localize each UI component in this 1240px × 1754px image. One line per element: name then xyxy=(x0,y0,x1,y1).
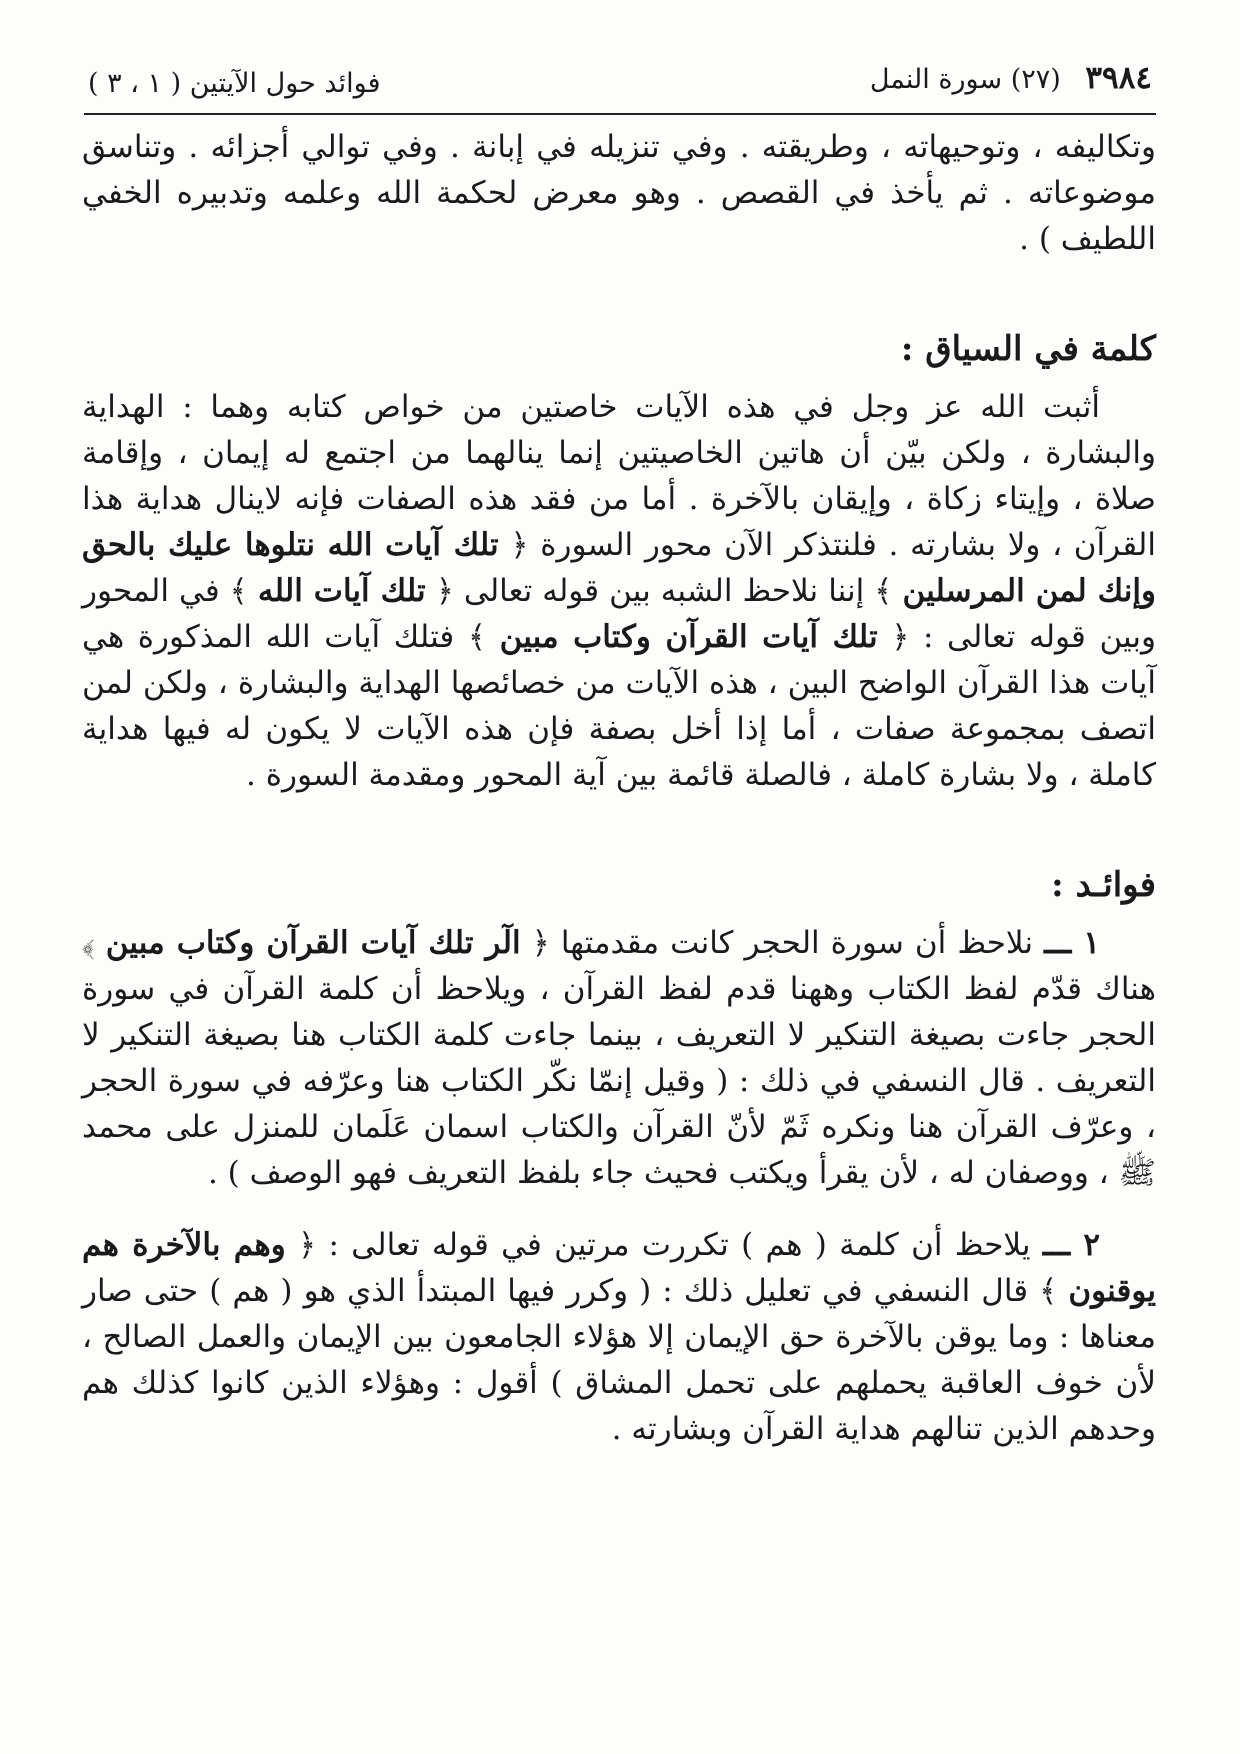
benefit-1-quote: الٓر تلك آيات القرآن وكتاب مبين xyxy=(105,925,521,961)
context-heading: كلمة في السياق : xyxy=(900,329,1156,369)
benefit-1-number: ١ ـــ xyxy=(1044,925,1100,961)
benefit-2-quote: وهم بالآخرة هم يوقنون xyxy=(82,1227,1156,1309)
header-right xyxy=(870,60,1152,96)
header-rule xyxy=(84,113,1156,115)
quran-quote-2: تلك آيات الله xyxy=(257,573,426,609)
benefit-1-text-2: ﴾ هناك قدّم لفظ الكتاب وههنا قدم لفظ القرآن ، ويلاحظ أن كلمة القرآن في سورة الحجر جاءت بصيغة التنكير لا التعريف ، بينما جاءت كلمة الكتاب هنا بصيغة التنكير لا التعريف . قال النسفي في ذلك : ( وقيل إنمّا نكّر الكتاب هنا وعرّفه في سورة الحجر ، وعرّف القرآن هنا ونكره ثَمّ لأنّ القرآن والكتاب اسمان عَلَمان للمنزل على محمد ﷺ ، ووصفان له ، لأن يقرأ ويكتب فحيث جاء بلفظ التعريف فهو الوصف ) . xyxy=(82,925,1156,1191)
page-number: ٣٩٨٤ xyxy=(1085,60,1152,96)
context-text-2: ﴾ إننا نلاحظ الشبه بين قوله تعالى ﴿ xyxy=(435,573,893,609)
benefit-1-text-1: نلاحظ أن سورة الحجر كانت مقدمتها ﴿ xyxy=(531,925,1034,961)
running-header xyxy=(88,60,1152,112)
quran-quote-3: تلك آيات القرآن وكتاب مبين xyxy=(499,619,878,655)
intro-paragraph: وتكاليفه ، وتوحيهاته ، وطريقته . وفي تنزيله في إبانة . وفي توالي أجزائه . وتناسق موضوعاته . ثم يأخذ في القصص . وهو معرض لحكمة الله وعلمه وتدبيره الخفي اللطيف ) . xyxy=(82,129,1156,257)
benefit-2 xyxy=(82,1222,1156,1452)
benefit-2-number: ٢ ـــ xyxy=(1042,1227,1101,1263)
quran-quote-1: تلك آيات الله نتلوها عليك بالحق وإنك لمن المرسلين xyxy=(82,527,1156,609)
benefit-1 xyxy=(82,920,1156,1196)
context-text-1: أثبت الله عز وجل في هذه الآيات خاصتين من خواص كتابه وهما : الهداية والبشارة ، ولكن بيّن أن هاتين الخاصيتين إنما ينالهما من اجتمع له إيمان ، وإقامة صلاة ، وإيتاء زكاة ، وإيقان بالآخرة . أما من فقد هذه الصفات فإنه لاينال هداية هذا القرآن ، ولا بشارته . فلنتذكر الآن محور السورة ﴿ xyxy=(82,389,1156,563)
benefit-2-text-2: ﴾ قال النسفي في تعليل ذلك : ( وكرر فيها المبتدأ الذي هو ( هم ) حتى صار معناها : وما يوقن بالآخرة حق الإيمان إلا هؤلاء الجامعون بين الإيمان والعمل الصالح ، لأن خوف العاقبة يحملهم على تحمل المشاق ) أقول : وهؤلاء الذين كانوا كذلك هم وحدهم الذين تنالهم هداية القرآن وبشارته . xyxy=(82,1273,1156,1447)
benefit-2-text-1: يلاحظ أن كلمة ( هم ) تكررت مرتين في قوله تعالى : ﴿ xyxy=(298,1227,1031,1263)
context-text-4: ﴾ فتلك آيات الله المذكورة هي آيات هذا القرآن الواضح البين ، هذه الآيات من خصائصها الهداية والبشارة ، ولكن لمن اتصف بمجموعة صفات ، أما إذا أخل بصفة فإن هذه الآيات لا يكون له فيها هداية كاملة ، ولا بشارة كاملة ، فالصلة قائمة بين آية المحور ومقدمة السورة . xyxy=(82,619,1156,793)
page-body xyxy=(82,124,1156,1452)
surah-label: (٢٧) سورة النمل xyxy=(869,64,1061,95)
context-text-3: ﴾ في المحور وبين قوله تعالى : ﴿ xyxy=(82,573,1157,655)
benefits-heading: فوائـد : xyxy=(1051,865,1156,905)
context-paragraph xyxy=(82,384,1156,798)
section-label: فوائد حول الآيتين ( ١ ، ٣ ) xyxy=(88,68,381,99)
